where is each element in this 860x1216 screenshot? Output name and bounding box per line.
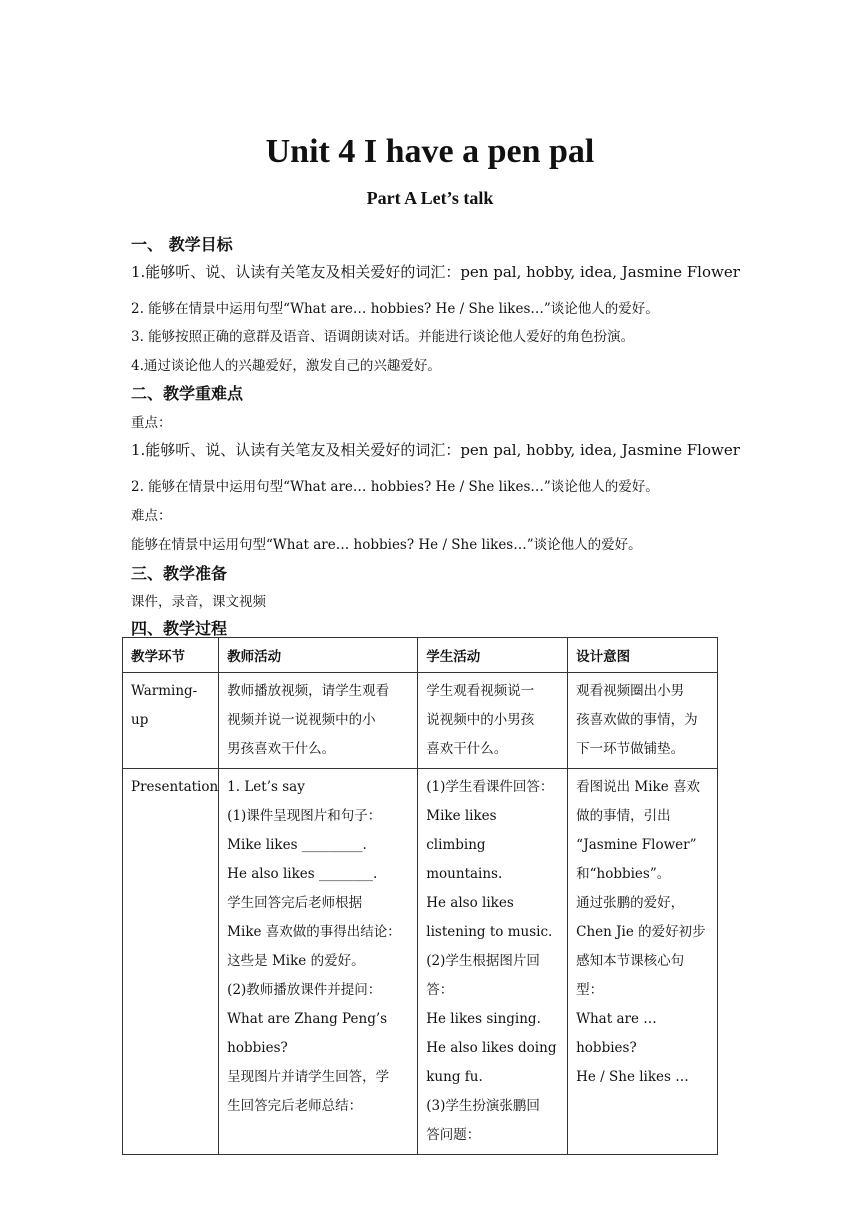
- stage-cell: Warming-up: [123, 673, 219, 769]
- cell-line: 看图说出 Mike 喜欢: [576, 779, 701, 795]
- cell-line: 教师播放视频，请学生观看: [227, 683, 390, 699]
- cell-line: 视频并说一说视频中的小: [227, 712, 376, 728]
- cell-line: 观看视频圈出小男: [576, 683, 685, 699]
- key-point-item-1: 1.能够听、说、认读有关笔友及相关爱好的词汇：pen pal, hobby, idea, Jasmine Flower: [131, 441, 740, 459]
- cell-line: 通过张鹏的爱好，: [576, 895, 685, 911]
- cell-line: Chen Jie 的爱好初步: [576, 924, 706, 940]
- difficult-point-text: 能够在情景中运用句型“What are… hobbies? He / She likes…”谈论他人的爱好。: [131, 537, 642, 553]
- teaching-process-table: [122, 637, 718, 1155]
- cell-line: He likes singing.: [426, 1011, 541, 1027]
- teacher-activity-cell: [219, 673, 418, 769]
- header-design-intent: 设计意图: [568, 638, 718, 673]
- section-heading-objectives: 一、 教学目标: [131, 235, 233, 254]
- cell-line: (2)教师播放课件并提问：: [227, 982, 382, 998]
- cell-line: (3)学生扮演张鹏回: [426, 1098, 540, 1114]
- cell-line: 学生观看视频说一: [426, 683, 535, 699]
- cell-line: 答：: [426, 982, 454, 998]
- header-student-activity: 学生活动: [418, 638, 568, 673]
- cell-line: 学生回答完后老师根据: [227, 895, 363, 911]
- cell-line: “Jasmine Flower”: [576, 837, 697, 853]
- cell-line: 生回答完后老师总结：: [227, 1098, 363, 1114]
- cell-line: 下一环节做铺垫。: [576, 741, 685, 757]
- cell-line: 做的事情，引出: [576, 808, 671, 824]
- student-activity-cell: [418, 769, 568, 1155]
- cell-line: He also likes: [426, 895, 514, 911]
- cell-line: kung fu.: [426, 1069, 483, 1085]
- cell-line: 这些是 Mike 的爱好。: [227, 953, 365, 969]
- cell-line: What are Zhang Peng’s: [227, 1011, 388, 1027]
- cell-line: (1)学生看课件回答：: [426, 779, 554, 795]
- objective-item-1: 1.能够听、说、认读有关笔友及相关爱好的词汇：pen pal, hobby, idea, Jasmine Flower: [131, 263, 740, 281]
- section-heading-key-points: 二、教学重难点: [131, 384, 244, 403]
- cell-line: mountains.: [426, 866, 503, 882]
- table-row: [123, 769, 718, 1155]
- table-row: [123, 673, 718, 769]
- cell-line: (2)学生根据图片回: [426, 953, 540, 969]
- objective-item-2: 2. 能够在情景中运用句型“What are… hobbies? He / She likes…”谈论他人的爱好。: [131, 301, 659, 317]
- cell-line: 孩喜欢做的事情，为: [576, 712, 698, 728]
- cell-line: What are … hobbies?: [576, 1011, 657, 1056]
- cell-line: 男孩喜欢干什么。: [227, 741, 336, 757]
- preparation-text: 课件，录音，课文视频: [131, 594, 266, 610]
- cell-line: 型：: [576, 982, 604, 998]
- table-header-row: [123, 638, 718, 673]
- stage-cell: Presentation: [123, 769, 219, 1155]
- cell-line: listening to music.: [426, 924, 553, 940]
- section-heading-preparation: 三、教学准备: [131, 564, 228, 583]
- document-subtitle: Part A Let’s talk: [366, 188, 494, 208]
- cell-line: Mike likes climbing: [426, 808, 497, 853]
- design-intent-cell: [568, 673, 718, 769]
- cell-line: He also likes doing: [426, 1040, 557, 1056]
- header-teacher-activity: 教师活动: [219, 638, 418, 673]
- objective-item-4: 4.通过谈论他人的兴趣爱好，激发自己的兴趣爱好。: [131, 358, 441, 374]
- cell-line: He also likes ________.: [227, 866, 378, 882]
- design-intent-cell: [568, 769, 718, 1155]
- student-activity-cell: [418, 673, 568, 769]
- cell-line: Mike likes _________.: [227, 837, 367, 853]
- cell-line: 说视频中的小男孩: [426, 712, 535, 728]
- cell-line: 感知本节课核心句: [576, 953, 685, 969]
- objective-item-3: 3. 能够按照正确的意群及语音、语调朗读对话。并能进行谈论他人爱好的角色扮演。: [131, 329, 635, 345]
- cell-line: 答问题：: [426, 1127, 481, 1143]
- cell-line: hobbies?: [227, 1040, 288, 1056]
- section-heading-process: 四、教学过程: [131, 619, 228, 638]
- cell-line: 呈现图片并请学生回答，学: [227, 1069, 390, 1085]
- key-points-label: 重点：: [131, 415, 172, 431]
- document-title: Unit 4 I have a pen pal: [265, 133, 595, 170]
- cell-line: 1. Let’s say: [227, 779, 305, 795]
- header-stage: 教学环节: [123, 638, 219, 673]
- teacher-activity-cell: [219, 769, 418, 1155]
- cell-line: He / She likes …: [576, 1069, 689, 1085]
- cell-line: 喜欢干什么。: [426, 741, 508, 757]
- key-point-item-2: 2. 能够在情景中运用句型“What are… hobbies? He / She likes…”谈论他人的爱好。: [131, 479, 659, 495]
- cell-line: (1)课件呈现图片和句子：: [227, 808, 382, 824]
- cell-line: 和“hobbies”。: [576, 866, 671, 882]
- cell-line: Mike 喜欢做的事得出结论：: [227, 924, 401, 940]
- difficult-points-label: 难点：: [131, 508, 172, 524]
